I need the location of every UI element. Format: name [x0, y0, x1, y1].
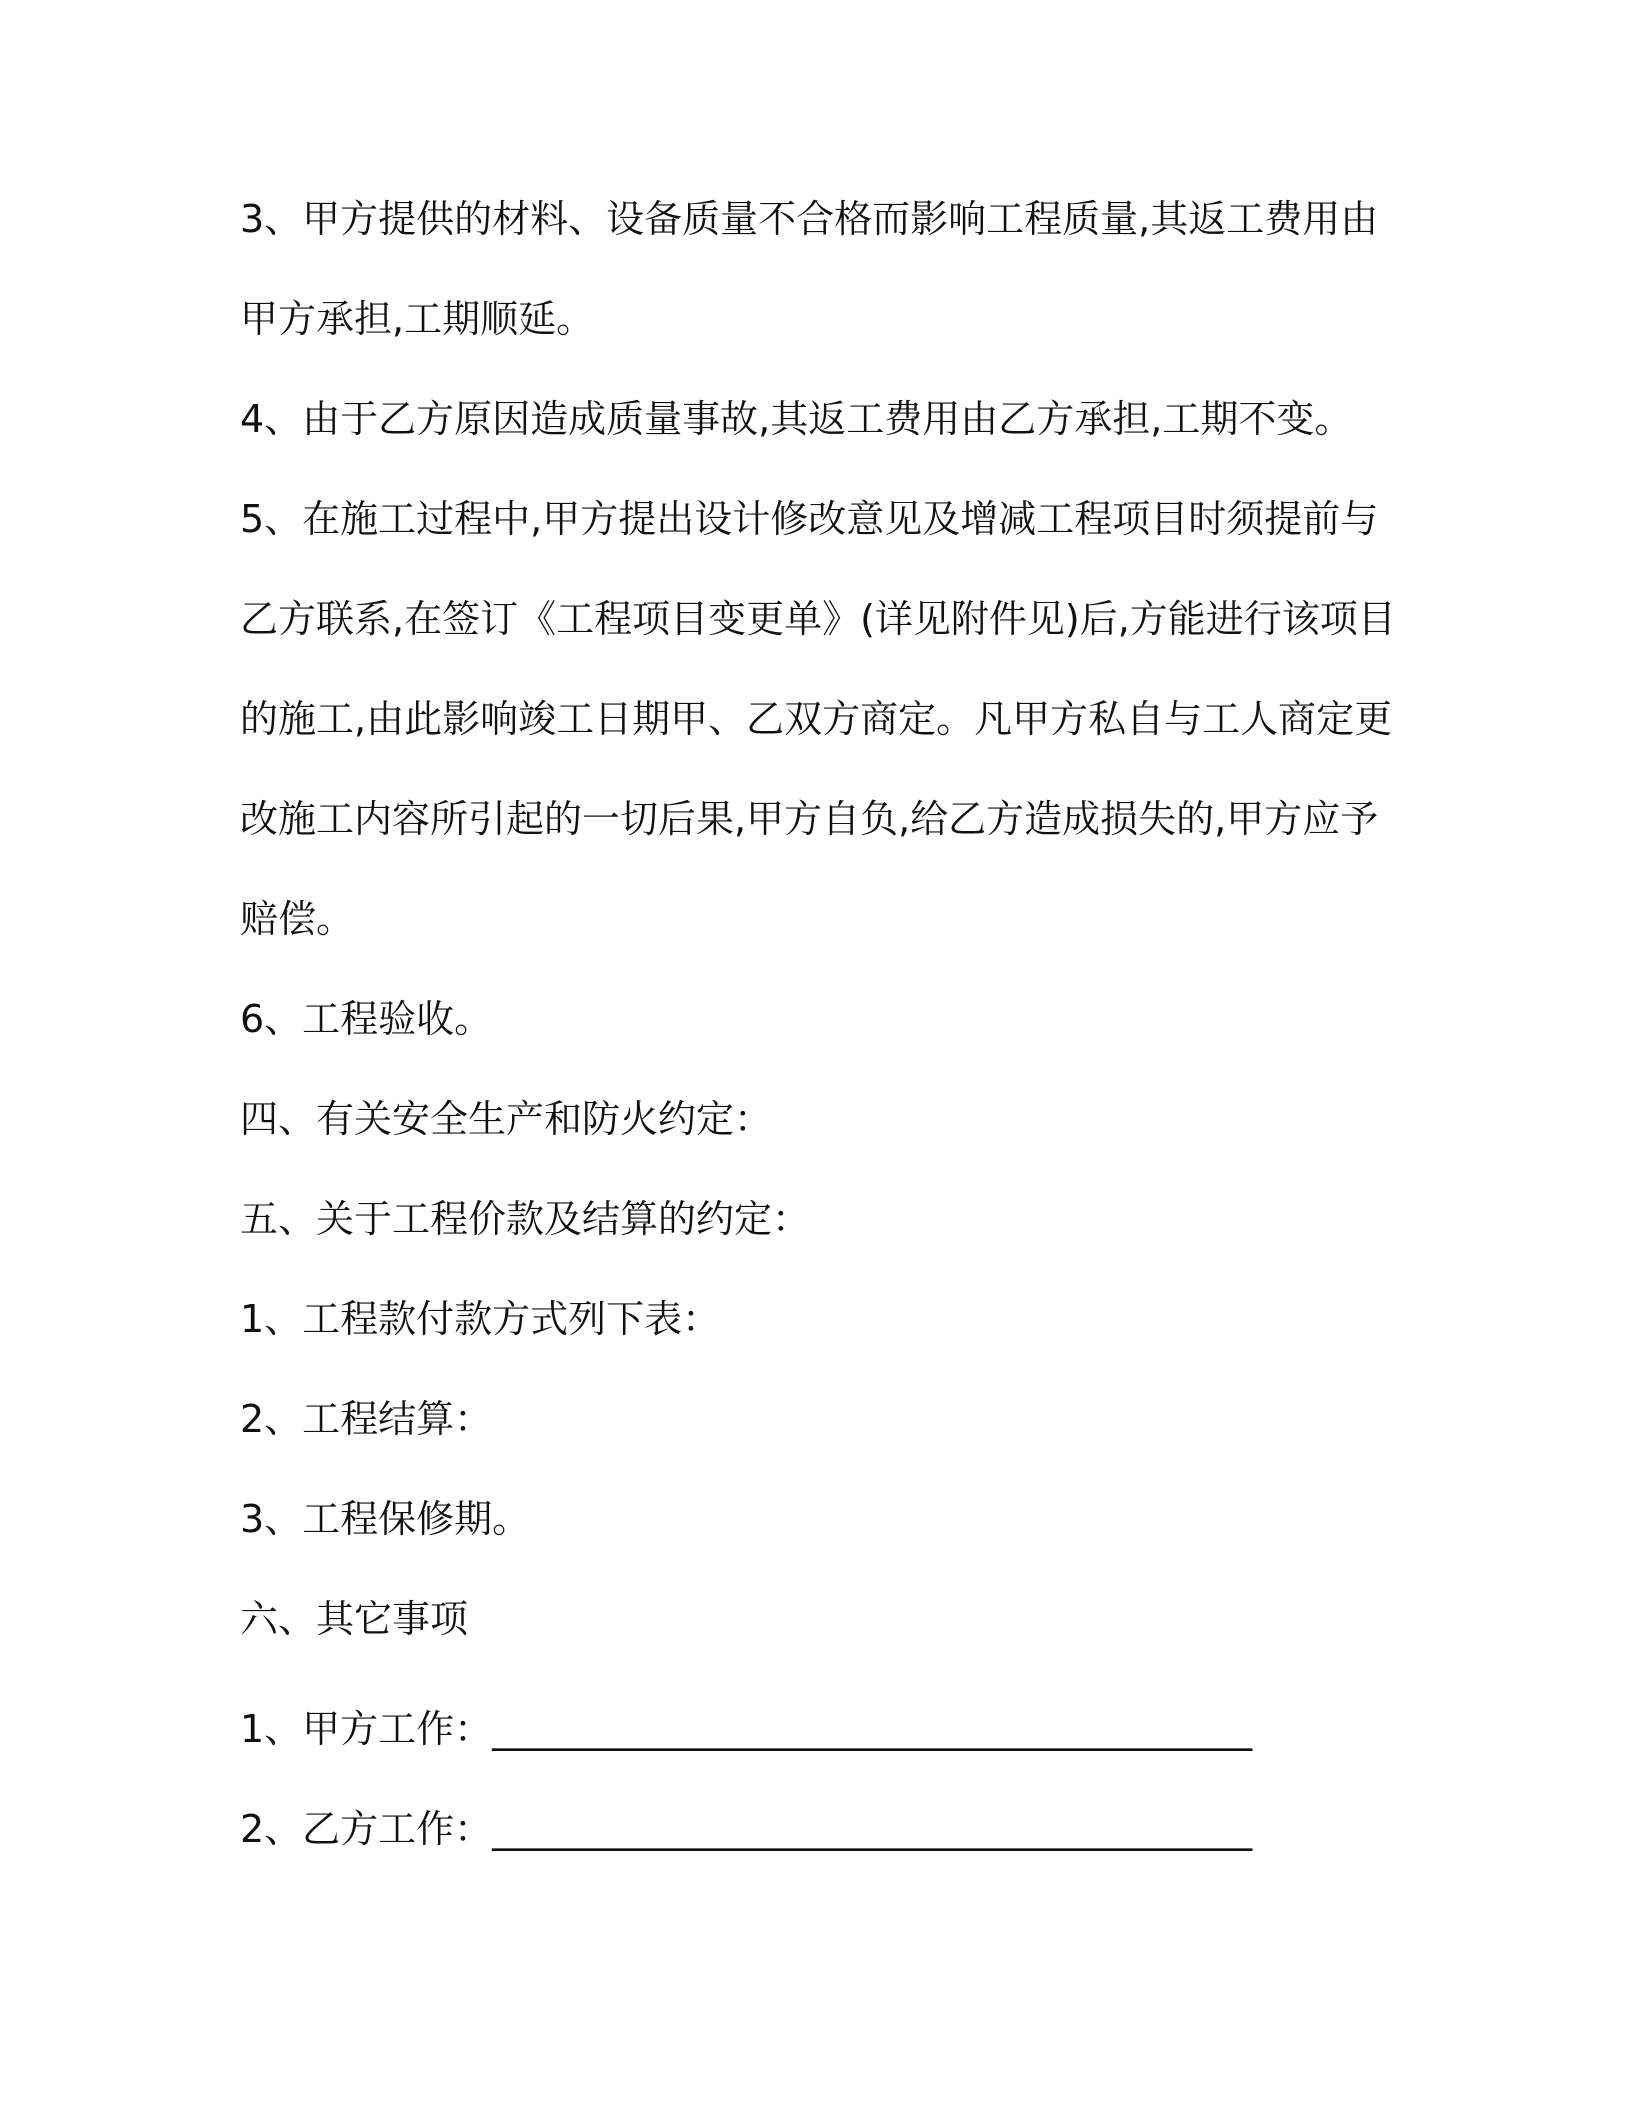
settlement-item: 2、工程结算： [240, 1397, 493, 1441]
clause-5-line-4: 改施工内容所引起的一切后果,甲方自负,给乙方造成损失的,甲方应予 [240, 797, 1379, 841]
payment-method-item: 1、工程款付款方式列下表： [240, 1297, 721, 1341]
section-5-heading: 五、关于工程价款及结算的约定： [240, 1197, 811, 1241]
section-4-heading: 四、有关安全生产和防火约定： [240, 1097, 773, 1141]
clause-5-line-1: 5、在施工过程中,甲方提出设计修改意见及增减工程项目时须提前与 [240, 497, 1379, 541]
section-6-heading: 六、其它事项 [240, 1597, 469, 1641]
party-b-work-field: 2、乙方工作：________________________________________ [240, 1807, 1253, 1851]
clause-5-line-3: 的施工,由此影响竣工日期甲、乙双方商定。凡甲方私自与工人商定更 [240, 697, 1393, 741]
clause-4: 4、由于乙方原因造成质量事故,其返工费用由乙方承担,工期不变。 [240, 397, 1353, 441]
clause-5-line-2: 乙方联系,在签订《工程项目变更单》(详见附件见)后,方能进行该项目 [240, 597, 1396, 641]
clause-3-line-2: 甲方承担,工期顺延。 [240, 297, 595, 341]
clause-5-line-5: 赔偿。 [240, 897, 355, 941]
clause-3-line-1: 3、甲方提供的材料、设备质量不合格而影响工程质量,其返工费用由 [240, 197, 1379, 241]
warranty-item: 3、工程保修期。 [240, 1497, 531, 1541]
clause-6: 6、工程验收。 [240, 997, 493, 1041]
party-a-work-field: 1、甲方工作：________________________________________ [240, 1707, 1253, 1751]
